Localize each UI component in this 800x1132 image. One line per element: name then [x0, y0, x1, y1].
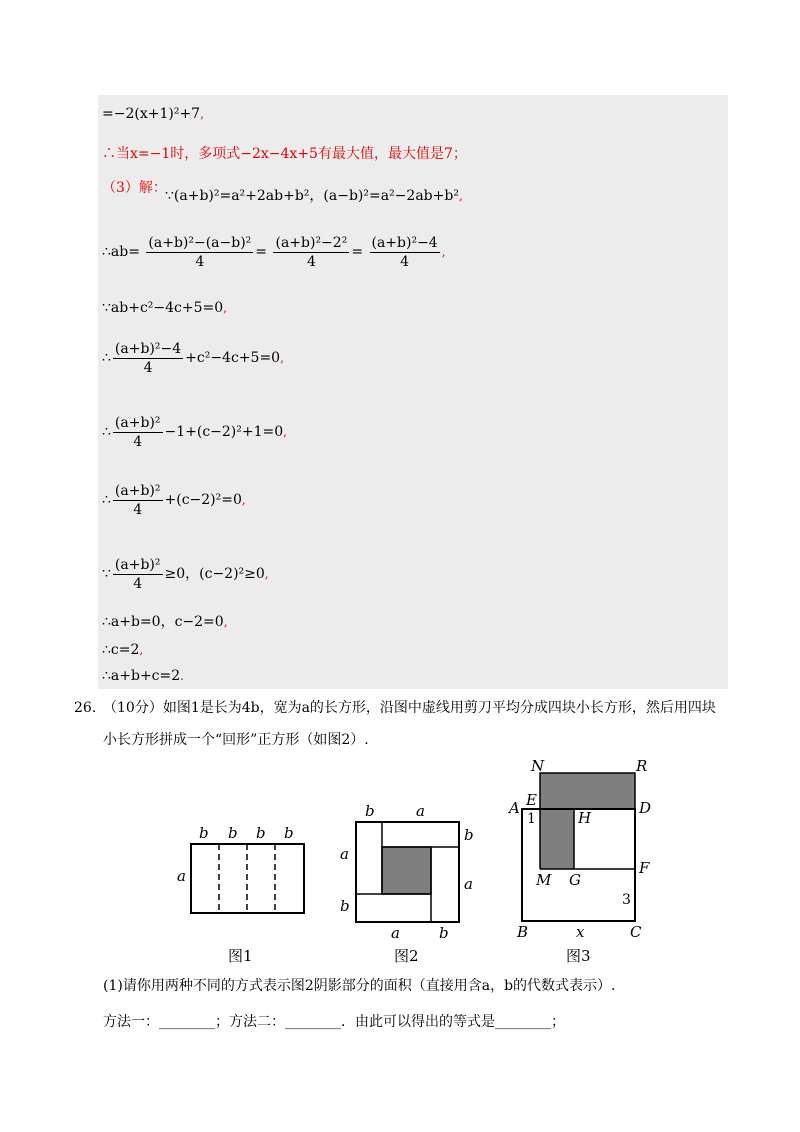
- fig3-point-C: C: [630, 923, 642, 941]
- solution-line-8: ∴ $\frac{\text{(a+b)²}}{4}$ +(c−2)²=0,: [102, 482, 246, 518]
- fig3-caption: 图3: [566, 947, 591, 965]
- fig3-point-F: F: [639, 859, 650, 877]
- figure-2: [336, 800, 486, 940]
- solution-line-12: ∴a+b+c=2.: [102, 668, 184, 684]
- fig1-label-b1: b: [199, 824, 209, 842]
- solution-line-7: ∴ $\frac{\text{(a+b)²}}{4}$ −1+(c−2)²+1=0,: [102, 414, 287, 450]
- fig3-point-D: D: [639, 799, 652, 817]
- fig1-label-b2: b: [228, 824, 238, 842]
- fig3-label-x: x: [576, 923, 585, 941]
- solution-line-5: ∵ab+c²−4c+5=0,: [102, 300, 227, 316]
- solution-shaded-area: [98, 95, 728, 689]
- fig3-point-B: B: [517, 923, 529, 941]
- solution-line-9: ∵ $\frac{\text{(a+b)²}}{4}$ ≥0，(c−2)²≥0,: [102, 556, 269, 592]
- fig1-caption: 图1: [228, 947, 253, 965]
- solution-line-6: ∴ $\frac{\text{(a+b)²−4}}{4}$ +c²−4c+5=0,: [102, 340, 284, 376]
- fig3-region-1: 1: [527, 811, 536, 827]
- fig2-label-top-a: a: [416, 802, 425, 820]
- solution-line-3: ∵(a+b)²=a²+2ab+b²，(a−b)²=a²−2ab+b²,: [165, 188, 463, 204]
- solution-line-11: ∴c=2,: [102, 642, 144, 658]
- fig2-label-right-b: b: [464, 826, 474, 844]
- solution-line-4: ∴ab= $\frac{\text{(a+b)²−(a−b)²}}{4}$ = $\frac{\text{(a+b)²−2²}}{4}$ = $\frac{\text{(a+b)²−4}}{4}$ ,: [102, 234, 446, 270]
- fig2-label-top-b: b: [365, 802, 375, 820]
- fig3-point-H: H: [578, 809, 592, 827]
- question-line-2: 小长方形拼成一个“回形”正方形（如图2）.: [103, 732, 369, 748]
- fig2-label-bottom-b: b: [439, 924, 449, 940]
- fig3-shaded-top: [540, 773, 635, 809]
- solution-line-2: ∴当x=−1时，多项式−2x−4x+5有最大值，最大值是7；: [102, 146, 467, 162]
- fig3-point-N: N: [531, 757, 545, 775]
- fig1-label-b4: b: [284, 824, 294, 842]
- figure-1: [170, 820, 320, 920]
- fig1-label-a: a: [177, 867, 186, 885]
- fig2-label-bottom-a: a: [391, 924, 400, 940]
- fig2-shaded-square: [382, 847, 431, 894]
- fig2-caption: 图2: [394, 947, 419, 965]
- fig3-point-R: R: [636, 757, 648, 775]
- solution-line-10: ∴a+b=0，c−2=0,: [102, 614, 228, 630]
- sub-question-1: (1)请你用两种不同的方式表示图2阴影部分的面积（直接用含a，b的代数式表示）.: [103, 978, 616, 994]
- question-line-1: （10分）如图1是长为4b，宽为a的长方形，沿图中虚线用剪刀平均分成四块小长方形，然后用四块: [103, 700, 716, 716]
- fig3-point-A: A: [509, 799, 520, 817]
- sub-question-1-blanks: 方法一：________；方法二：________．由此可以得出的等式是________；: [103, 1014, 565, 1030]
- solution-line-1: =−2(x+1)²+7,: [102, 106, 204, 122]
- fig2-label-left-a: a: [340, 845, 349, 863]
- question-number: 26.: [74, 700, 97, 716]
- fig3-point-E: E: [526, 791, 537, 809]
- figure-3: [505, 755, 665, 945]
- fig3-shaded-left: [540, 809, 574, 869]
- fig3-point-M: M: [536, 871, 552, 889]
- part3-label: （3）解：: [102, 180, 167, 196]
- fig2-label-right-a: a: [464, 875, 473, 893]
- fig3-region-3: 3: [622, 892, 631, 908]
- fig2-label-left-b: b: [340, 897, 350, 915]
- fig1-label-b3: b: [256, 824, 266, 842]
- fig3-point-G: G: [569, 871, 581, 889]
